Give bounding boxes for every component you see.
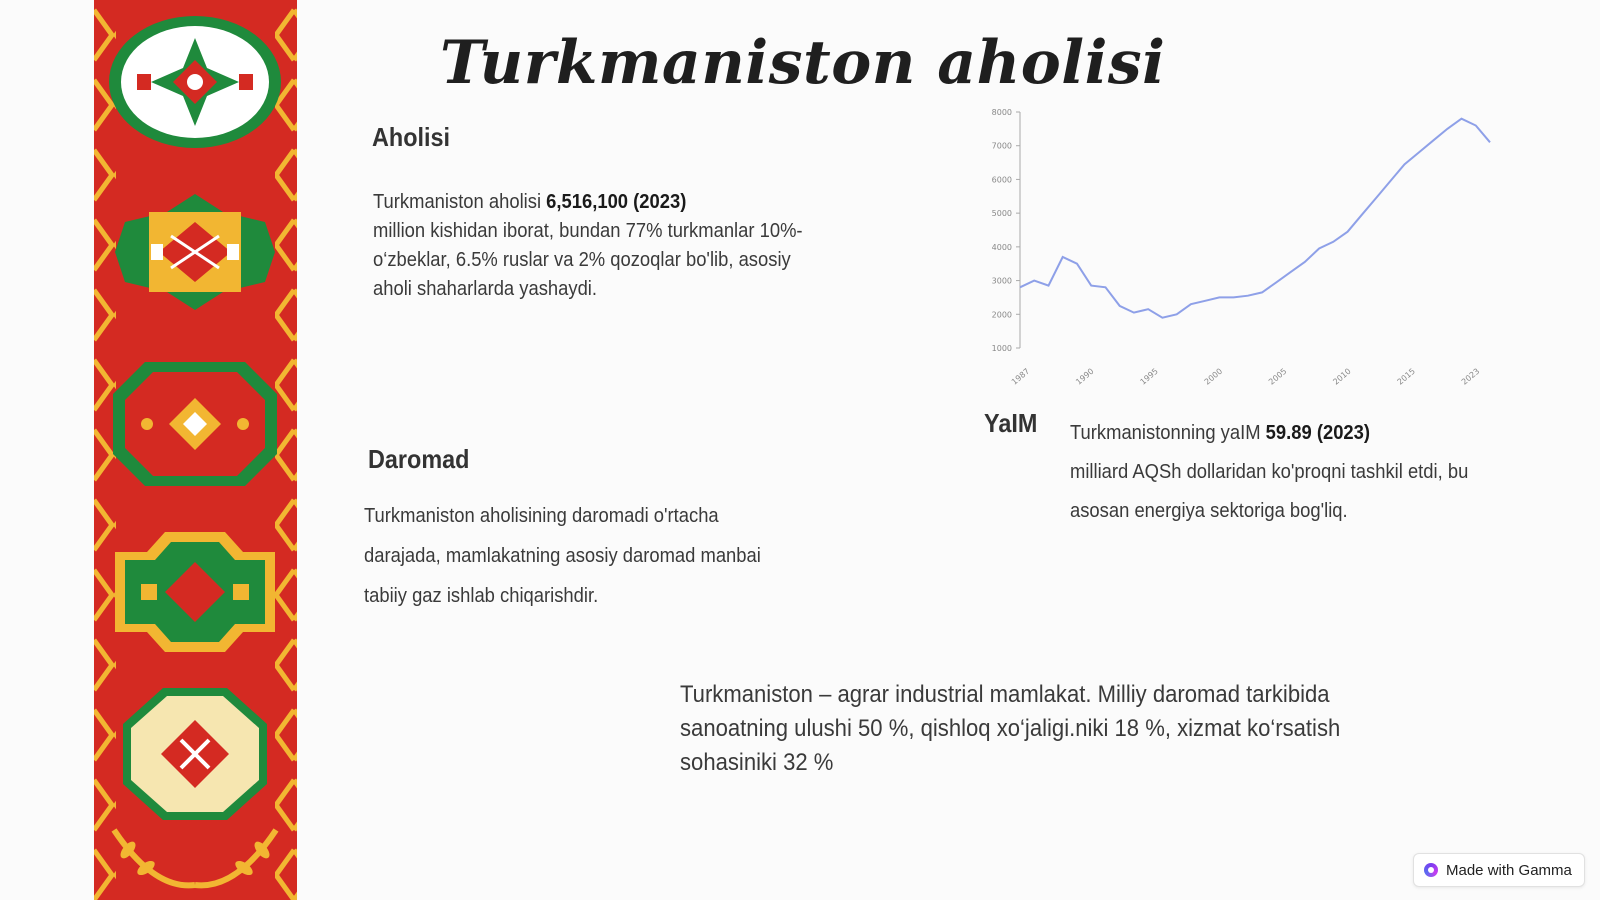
daromad-heading: Daromad [368,444,470,474]
daromad-paragraph: Turkmaniston aholisining daromadi o'rtacha darajada, mamlakatning asosiy daromad manbai tabiiy gaz ishlab chiqarishdir. [364,505,761,607]
x-tick-label: 2005 [1267,366,1289,387]
x-tick-label: 1990 [1074,366,1096,387]
x-tick-label: 2000 [1202,366,1225,387]
made-with-gamma-badge[interactable] [1413,853,1585,887]
yalm-paragraph [1070,414,1521,531]
yalm-value: 59.89 (2023) [1265,422,1371,444]
x-tick-label: 1995 [1138,366,1160,387]
carpet-ornament-strip [94,0,297,900]
y-tick-label: 3000 [991,276,1012,286]
yalm-text-intro: Turkmanistonning yaIM [1070,422,1266,444]
aholisi-heading: Aholisi [372,122,451,152]
x-tick-label: 1987 [1009,366,1032,387]
gamma-logo-icon [1424,863,1438,877]
aholisi-text-rest: million kishidan iborat, bundan 77% turkmanlar 10%-o‘zbeklar, 6.5% ruslar va 2% qozoqlar bo'lib, asosiy aholi shaharlarda yashaydi. [373,220,803,300]
y-tick-label: 2000 [991,310,1012,320]
y-tick-label: 6000 [991,175,1012,185]
page-title: Turkmaniston aholisi [440,28,1166,98]
made-with-gamma-label: Made with Gamma [1446,861,1572,879]
series-line [1020,119,1490,318]
x-tick-label: 2015 [1395,366,1417,387]
yalm-heading: YaIM [984,408,1038,438]
economy-summary-paragraph: Turkmaniston – agrar industrial mamlakat. Milliy daromad tarkibida sanoatning ulushi 50 %, qishloq xo‘jaligi.niki 18 %, xizmat ko‘rsatish sohasiniki 32 % [680,681,1341,776]
x-tick-label: 2010 [1331,366,1353,387]
y-tick-label: 1000 [991,344,1012,353]
y-tick-label: 5000 [991,209,1012,219]
y-tick-label: 7000 [991,141,1012,151]
aholisi-text-intro: Turkmaniston aholisi [373,191,547,213]
yalm-text-rest: milliard AQSh dollaridan ko'proqni tashkil etdi, bu asosan energiya sektoriga bog'liq. [1070,461,1469,522]
aholisi-population-value: 6,516,100 (2023) [546,191,687,213]
aholisi-paragraph [373,188,805,304]
y-tick-label: 8000 [991,108,1012,117]
population-line-chart [990,102,1510,392]
y-tick-label: 4000 [991,242,1012,252]
x-tick-label: 2023 [1459,366,1482,387]
